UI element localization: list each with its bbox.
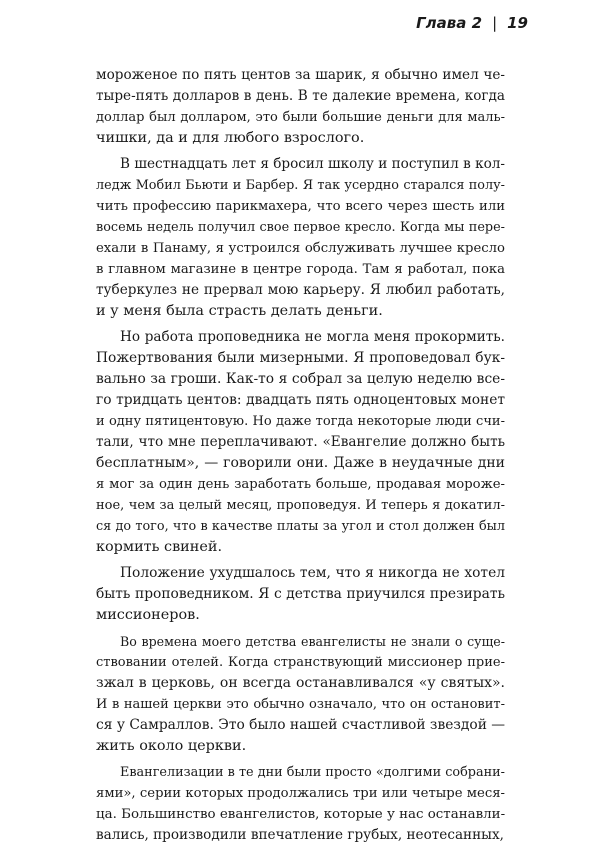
page-number: 19 (507, 14, 528, 32)
text-line: ся у Самраллов. Это было нашей счастливой звездой — (96, 717, 506, 733)
text-line: бесплатным», — говорили они. Даже в неудачные дни (96, 455, 505, 471)
text-line: жить около церкви. (96, 738, 247, 754)
text-line: чить профессию парикмахера, что всего через шесть или (96, 199, 505, 214)
text-line: восемь недель получил свое первое кресло. Когда мы пере- (96, 220, 505, 235)
running-header (416, 14, 528, 32)
text-line: ями», серии которых продолжались три или четыре меся- (96, 786, 505, 801)
text-line: ца. Большинство евангелистов, которые у нас останавли- (96, 807, 506, 822)
text-line: и у меня была страсть делать деньги. (96, 303, 383, 319)
text-line: Евангелизации в те дни были просто «долгими собрани- (120, 765, 505, 780)
text-line: мороженое по пять центов за шарик, я обычно имел че- (96, 67, 505, 83)
text-line: тыре-пять долларов в день. В те далекие времена, когда (96, 88, 505, 104)
text-line: тали, что мне переплачивают. «Евангелие должно быть (96, 434, 505, 450)
text-line: ехали в Панаму, я устроился обслуживать лучшее кресло (96, 241, 505, 256)
text-line: ся до того, что в качестве платы за угол и стол должен был (96, 519, 505, 534)
text-line: вально за гроши. Как-то я собрал за целую неделю все- (96, 371, 505, 387)
text-line: ледж Мобил Бьюти и Барбер. Я так усердно старался полу- (96, 178, 505, 193)
paragraph (96, 65, 505, 149)
paragraph (96, 154, 505, 322)
paragraph (96, 631, 505, 757)
chapter-title: Глава 2 (416, 14, 483, 32)
text-line: вались, производили впечатление грубых, неотесанных, (96, 827, 504, 843)
text-line: и одну пятицентовую. Но даже тогда некоторые люди счи- (96, 414, 505, 429)
text-line: ное, чем за целый месяц, проповедуя. И теперь я докатил- (96, 498, 505, 513)
header-separator: | (492, 14, 498, 32)
paragraph (96, 762, 505, 846)
text-line: туберкулез не прервал мою карьеру. Я любил работать, (96, 282, 505, 298)
text-line: кормить свиней. (96, 539, 223, 555)
text-line: го тридцать центов: двадцать пять одноцентовых монет (96, 392, 505, 408)
text-line: миссионеров. (96, 607, 200, 623)
paragraph (96, 327, 505, 558)
text-line: Положение ухудшалось тем, что я никогда не хотел (120, 565, 505, 581)
text-line: Во времена моего детства евангелисты не знали о суще- (120, 634, 505, 649)
body-text (96, 65, 505, 851)
text-line: я мог за один день заработать больше, продавая мороже- (96, 477, 505, 492)
text-line: чишки, да и для любого взрослого. (96, 130, 365, 146)
paragraph (96, 563, 505, 626)
text-line: Пожертвования были мизерными. Я проповедовал бук- (96, 350, 505, 366)
text-line: Но работа проповедника не могла меня прокормить. (120, 329, 505, 345)
text-line: в главном магазине в центре города. Там я работал, пока (96, 262, 505, 277)
text-line: И в нашей церкви это обычно означало, что он остановит- (96, 697, 505, 712)
text-line: зжал в церковь, он всегда останавливался «у святых». (96, 675, 505, 691)
text-line: доллар был долларом, это были большие деньги для маль- (96, 110, 505, 125)
text-line: В шестнадцать лет я бросил школу и поступил в кол- (120, 156, 505, 172)
text-line: ствовании отелей. Когда странствующий миссионер прие- (96, 655, 505, 670)
text-line: быть проповедником. Я с детства приучился презирать (96, 586, 505, 602)
